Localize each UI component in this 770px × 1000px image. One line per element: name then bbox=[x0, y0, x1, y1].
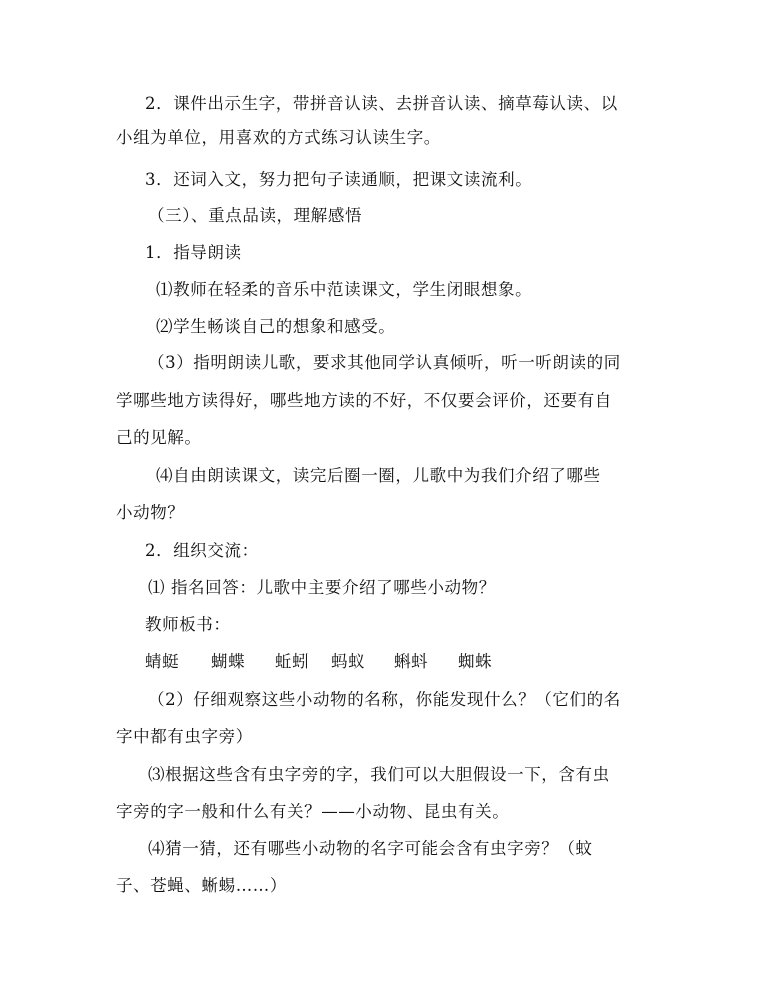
paragraph-line: ⑴ 指名回答：儿歌中主要介绍了哪些小动物？ bbox=[148, 578, 496, 597]
subheading-line: 1．指导朗读 bbox=[145, 243, 242, 262]
paragraph-line: 3．还词入文，努力把句子读通顺，把课文读流利。 bbox=[145, 170, 533, 189]
vocab-word: 蝌蚪 bbox=[394, 652, 429, 671]
paragraph-line: 小动物？ bbox=[116, 503, 185, 522]
paragraph-line: ⑴教师在轻柔的音乐中范读课文，学生闭眼想象。 bbox=[156, 280, 533, 299]
paragraph-line: 2．课件出示生字，带拼音认读、去拼音认读、摘草莓认读、以 bbox=[145, 94, 618, 113]
board-label: 教师板书： bbox=[145, 615, 231, 634]
vocab-word: 蜻蜓 bbox=[145, 652, 180, 671]
vocab-word: 蚯蚓 bbox=[275, 652, 310, 671]
paragraph-line: ⑷自由朗读课文，读完后圈一圈，儿歌中为我们介绍了哪些 bbox=[156, 466, 601, 485]
paragraph-line: ⑷猜一猜，还有哪些小动物的名字可能会含有虫字旁？（蚊 bbox=[148, 839, 593, 858]
section-heading: （三）、重点品读，理解感悟 bbox=[148, 206, 363, 225]
paragraph-line: 己的见解。 bbox=[116, 428, 202, 447]
paragraph-line: 字中都有虫字旁） bbox=[116, 727, 253, 746]
vocab-word: 蚂蚁 bbox=[331, 652, 366, 671]
paragraph-line: （2）仔细观察这些小动物的名称，你能发现什么？（它们的名 bbox=[148, 690, 621, 709]
paragraph-line: ⑶根据这些含有虫字旁的字，我们可以大胆假设一下，含有虫 bbox=[148, 765, 610, 784]
vocab-word: 蜘蛛 bbox=[458, 652, 493, 671]
paragraph-line: 子、苍蝇、蜥蜴……） bbox=[116, 876, 287, 895]
paragraph-line: 字旁的字一般和什么有关？——小动物、昆虫有关。 bbox=[116, 802, 510, 821]
paragraph-line: 小组为单位，用喜欢的方式练习认读生字。 bbox=[116, 128, 441, 147]
subheading-line: 2．组织交流： bbox=[145, 541, 259, 560]
paragraph-line: ⑵学生畅谈自己的想象和感受。 bbox=[156, 317, 396, 336]
vocab-word: 蝴蝶 bbox=[211, 652, 246, 671]
paragraph-line: （3）指明朗读儿歌，要求其他同学认真倾听，听一听朗读的同 bbox=[148, 353, 621, 372]
paragraph-line: 学哪些地方读得好，哪些地方读的不好，不仅要会评价，还要有自 bbox=[116, 391, 612, 410]
